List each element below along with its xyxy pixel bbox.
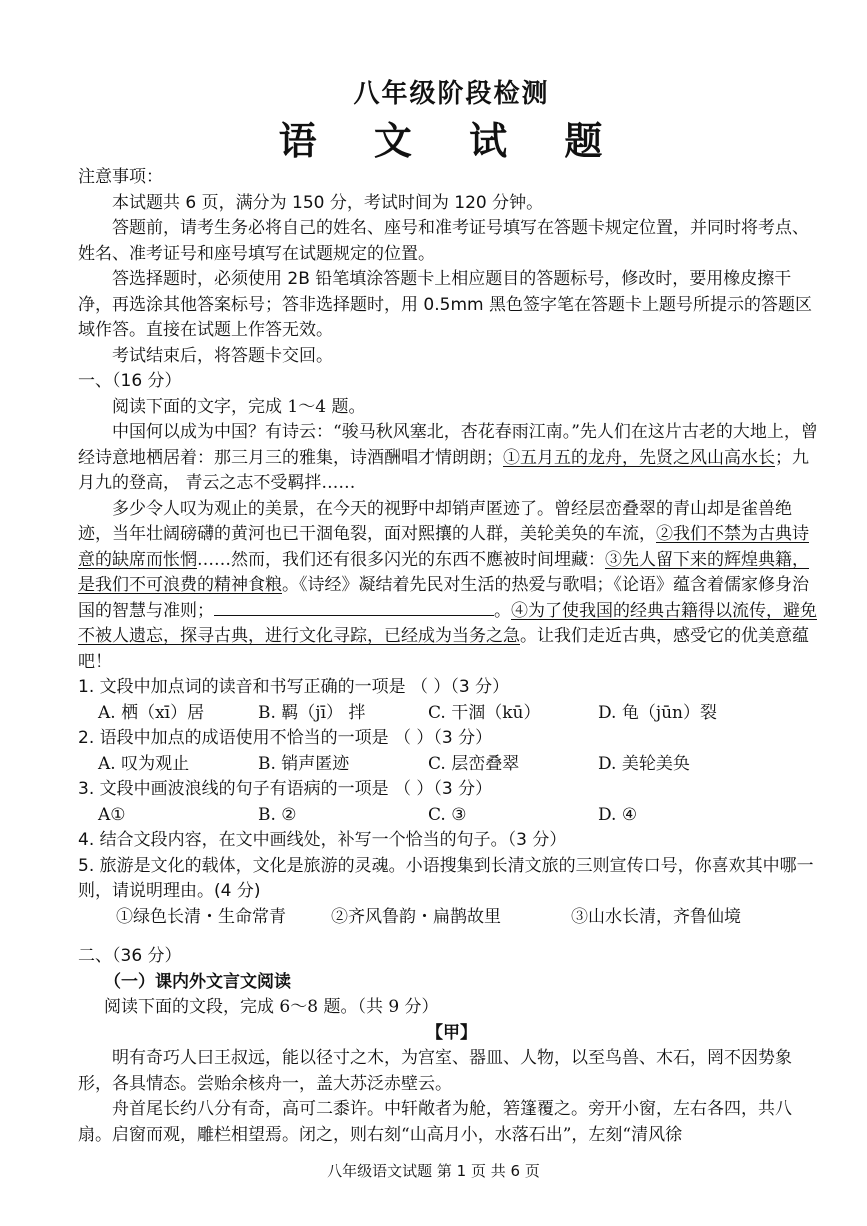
passage-paragraph-1 [78, 420, 825, 497]
question-5-slogans [78, 905, 825, 931]
option-b: B. ② [258, 804, 297, 825]
option-d: D. 美轮美奂 [598, 753, 690, 774]
question-1: 1. 文段中加点词的读音和书写正确的一项是 （ ）（3 分） [78, 677, 510, 698]
classical-paragraph-1: 明有奇巧人曰王叔远，能以径寸之木，为宫室、器皿、人物，以至鸟兽、木石，罔不因势象形，各具情态。尝贻余核舟一，盖大苏泛赤壁云。 [78, 1048, 792, 1094]
question-3: 3. 文段中画波浪线的句子有语病的一项是 （ ）（3 分） [78, 779, 493, 800]
passage-text: 。让我们走近古典，感受它的优美意蕴吧！ [78, 626, 809, 672]
passage-paragraph-2 [78, 497, 825, 676]
exam-title: 语 文 试 题 [278, 117, 625, 163]
classical-paragraph-2: 舟首尾长约八分有奇，高可二黍许。中轩敞者为舱，箬篷覆之。旁开小窗，左右各四，共八扇。启窗而观，雕栏相望焉。闭之，则右刻“山高月小，水落石出”，左刻“清风徐 [78, 1099, 792, 1145]
question-4: 4. 结合文段内容，在文中画线处，补写一个恰当的句子。（3 分） [78, 830, 567, 851]
option-a: A① [98, 804, 126, 825]
notice-item: 答题前，请考生务必将自己的姓名、座号和准考证号填写在答题卡规定位置，并同时将考点、姓名、准考证号和座号填写在试题规定的位置。 [78, 218, 809, 264]
passage-text: ……然而，我们还有很多闪光的东西不應被时间埋藏： [197, 549, 605, 570]
option-d: D. 龟（jūn）裂 [598, 702, 717, 723]
question-5: 5. 旅游是文化的载体，文化是旅游的灵魂。小语搜集到长清文旅的三则宣传口号，你喜欢其中哪一则，请说明理由。(4 分) [78, 855, 814, 902]
passage-text: 。《诗经》凝结着先民对生活的热爱与歌唱；《论语》蕴含着儒家修身治国的智慧与准则； [78, 575, 809, 621]
slogan-2: ②齐风鲁韵・扁鹊故里 [331, 906, 501, 927]
passage-text: 中国何以成为中国？有诗云：“骏马秋风塞北，杏花春雨江南。”先人们在这片古老的大地上，曾经诗意地栖居着：那三月三的雅集，诗酒酬唱才情朗朗； [78, 422, 818, 468]
question-2: 2. 语段中加点的成语使用不恰当的一项是 （ ）（3 分） [78, 728, 493, 749]
slogan-1: ①绿色长清・生命常青 [116, 906, 286, 927]
passage-text: ；九月九的登高， 青云之志不受羁拌…… [78, 447, 809, 494]
notice-item: 本试题共 6 页，满分为 150 分，考试时间为 120 分钟。 [112, 192, 544, 213]
passage-label-jia: 【甲】 [426, 1022, 477, 1043]
notice-item: 答选择题时，必须使用 2B 铅笔填涂答题卡上相应题目的答题标号，修改时，要用橡皮擦干净，再选涂其他答案标号；答非选择题时，用 0.5mm 黑色签字笔在答题卡上题号所提示的答题区域作答。直接在试题上作答无效。 [78, 269, 812, 341]
notice-item: 考试结束后，将答题卡交回。 [112, 345, 333, 366]
option-a: A. 栖（xī）居 [98, 702, 205, 723]
option-c: C. 层峦叠翠 [428, 753, 520, 774]
part2-instruction: 阅读下面的文段，完成 6～8 题。（共 9 分） [104, 997, 439, 1018]
question-2-options [78, 752, 825, 778]
passage-text: 。 [494, 600, 511, 621]
part2-heading: 二、（36 分） [78, 946, 182, 967]
part1-instruction: 阅读下面的文字，完成 1～4 题。 [112, 396, 366, 417]
slogan-3: ③山水长清，齐鲁仙境 [571, 906, 741, 927]
wavy-sentence-1: ①五月五的龙舟，先贤之风山高水长 [503, 447, 775, 468]
page-footer: 八年级语文试题 第 1 页 共 6 页 [327, 1162, 540, 1180]
option-b: B. 销声匿迹 [258, 753, 350, 774]
notice-heading: 注意事项： [78, 167, 163, 188]
option-d: D. ④ [598, 804, 638, 825]
option-c: C. 干涸（kū） [428, 702, 541, 723]
question-3-options [78, 803, 825, 829]
wavy-sentence-2: ②我们不禁为古典诗意的缺席而怅惘 [78, 524, 809, 570]
part1-heading: 一、（16 分） [78, 371, 182, 392]
passage-text: 多少令人叹为观止的美景，在今天的视野中却销声匿迹了。曾经层峦叠翠的青山却是雀兽绝迹，当年壮阔磅礴的黄河也已干涸龟裂，面对熙攘的人群，美轮美奂的车流， [78, 498, 792, 545]
wavy-sentence-4: ④为了使我国的经典古籍得以流传，避免不被人遗忘，探寻古典，进行文化寻踪，已经成为当务之急 [78, 600, 817, 647]
option-b: B. 羁（jī） 拌 [258, 702, 366, 723]
exam-subtitle: 八年级阶段检测 [353, 79, 550, 109]
option-c: C. ③ [428, 804, 467, 825]
wavy-sentence-3: ③先人留下来的辉煌典籍，是我们不可浪费的精神食粮 [78, 549, 809, 596]
option-a: A. 叹为观止 [98, 753, 190, 774]
question-1-options [78, 701, 825, 727]
fill-blank-line[interactable] [214, 601, 494, 616]
section-title: （一）课内外文言文阅读 [104, 971, 291, 992]
